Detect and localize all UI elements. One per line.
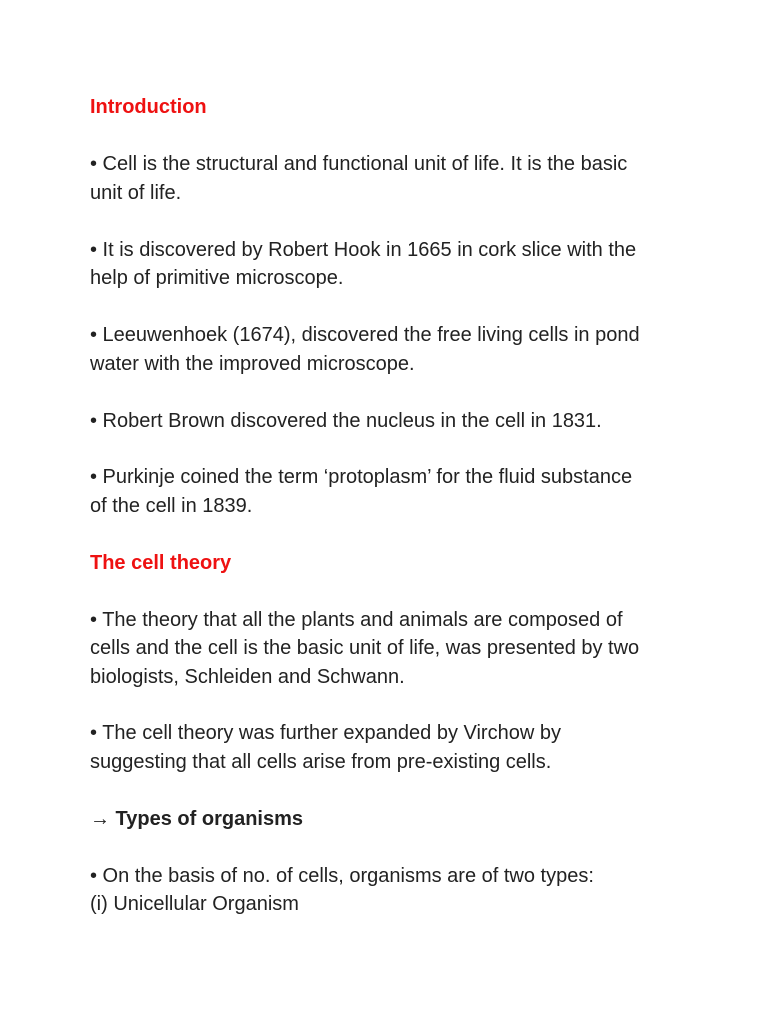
- paragraph-line: • Purkinje coined the term ‘protoplasm’ for the fluid substance: [90, 466, 633, 488]
- document-page: [90, 0, 690, 1024]
- section-heading-introduction: Introduction: [90, 96, 207, 118]
- paragraph-line: unit of life.: [90, 182, 182, 204]
- paragraph-line: suggesting that all cells arise from pre-existing cells.: [90, 751, 552, 773]
- paragraph-line: • It is discovered by Robert Hook in 1665 in cork slice with the: [90, 239, 637, 261]
- subheading-types-of-organisms: → Types of organisms: [90, 808, 304, 830]
- section-heading-cell-theory: The cell theory: [90, 552, 232, 574]
- paragraph-line: water with the improved microscope.: [90, 353, 415, 375]
- paragraph-line: of the cell in 1839.: [90, 495, 253, 517]
- paragraph-line: (i) Unicellular Organism: [90, 893, 299, 915]
- paragraph-line: • Robert Brown discovered the nucleus in the cell in 1831.: [90, 410, 602, 432]
- paragraph-line: • Cell is the structural and functional unit of life. It is the basic: [90, 153, 628, 175]
- paragraph-line: biologists, Schleiden and Schwann.: [90, 666, 405, 688]
- paragraph-line: • The theory that all the plants and animals are composed of: [90, 609, 623, 631]
- paragraph-line: cells and the cell is the basic unit of life, was presented by two: [90, 637, 640, 659]
- paragraph-line: • Leeuwenhoek (1674), discovered the free living cells in pond: [90, 324, 640, 346]
- paragraph-line: help of primitive microscope.: [90, 267, 344, 289]
- paragraph-line: • On the basis of no. of cells, organisms are of two types:: [90, 865, 594, 887]
- paragraph-line: • The cell theory was further expanded by Virchow by: [90, 722, 561, 744]
